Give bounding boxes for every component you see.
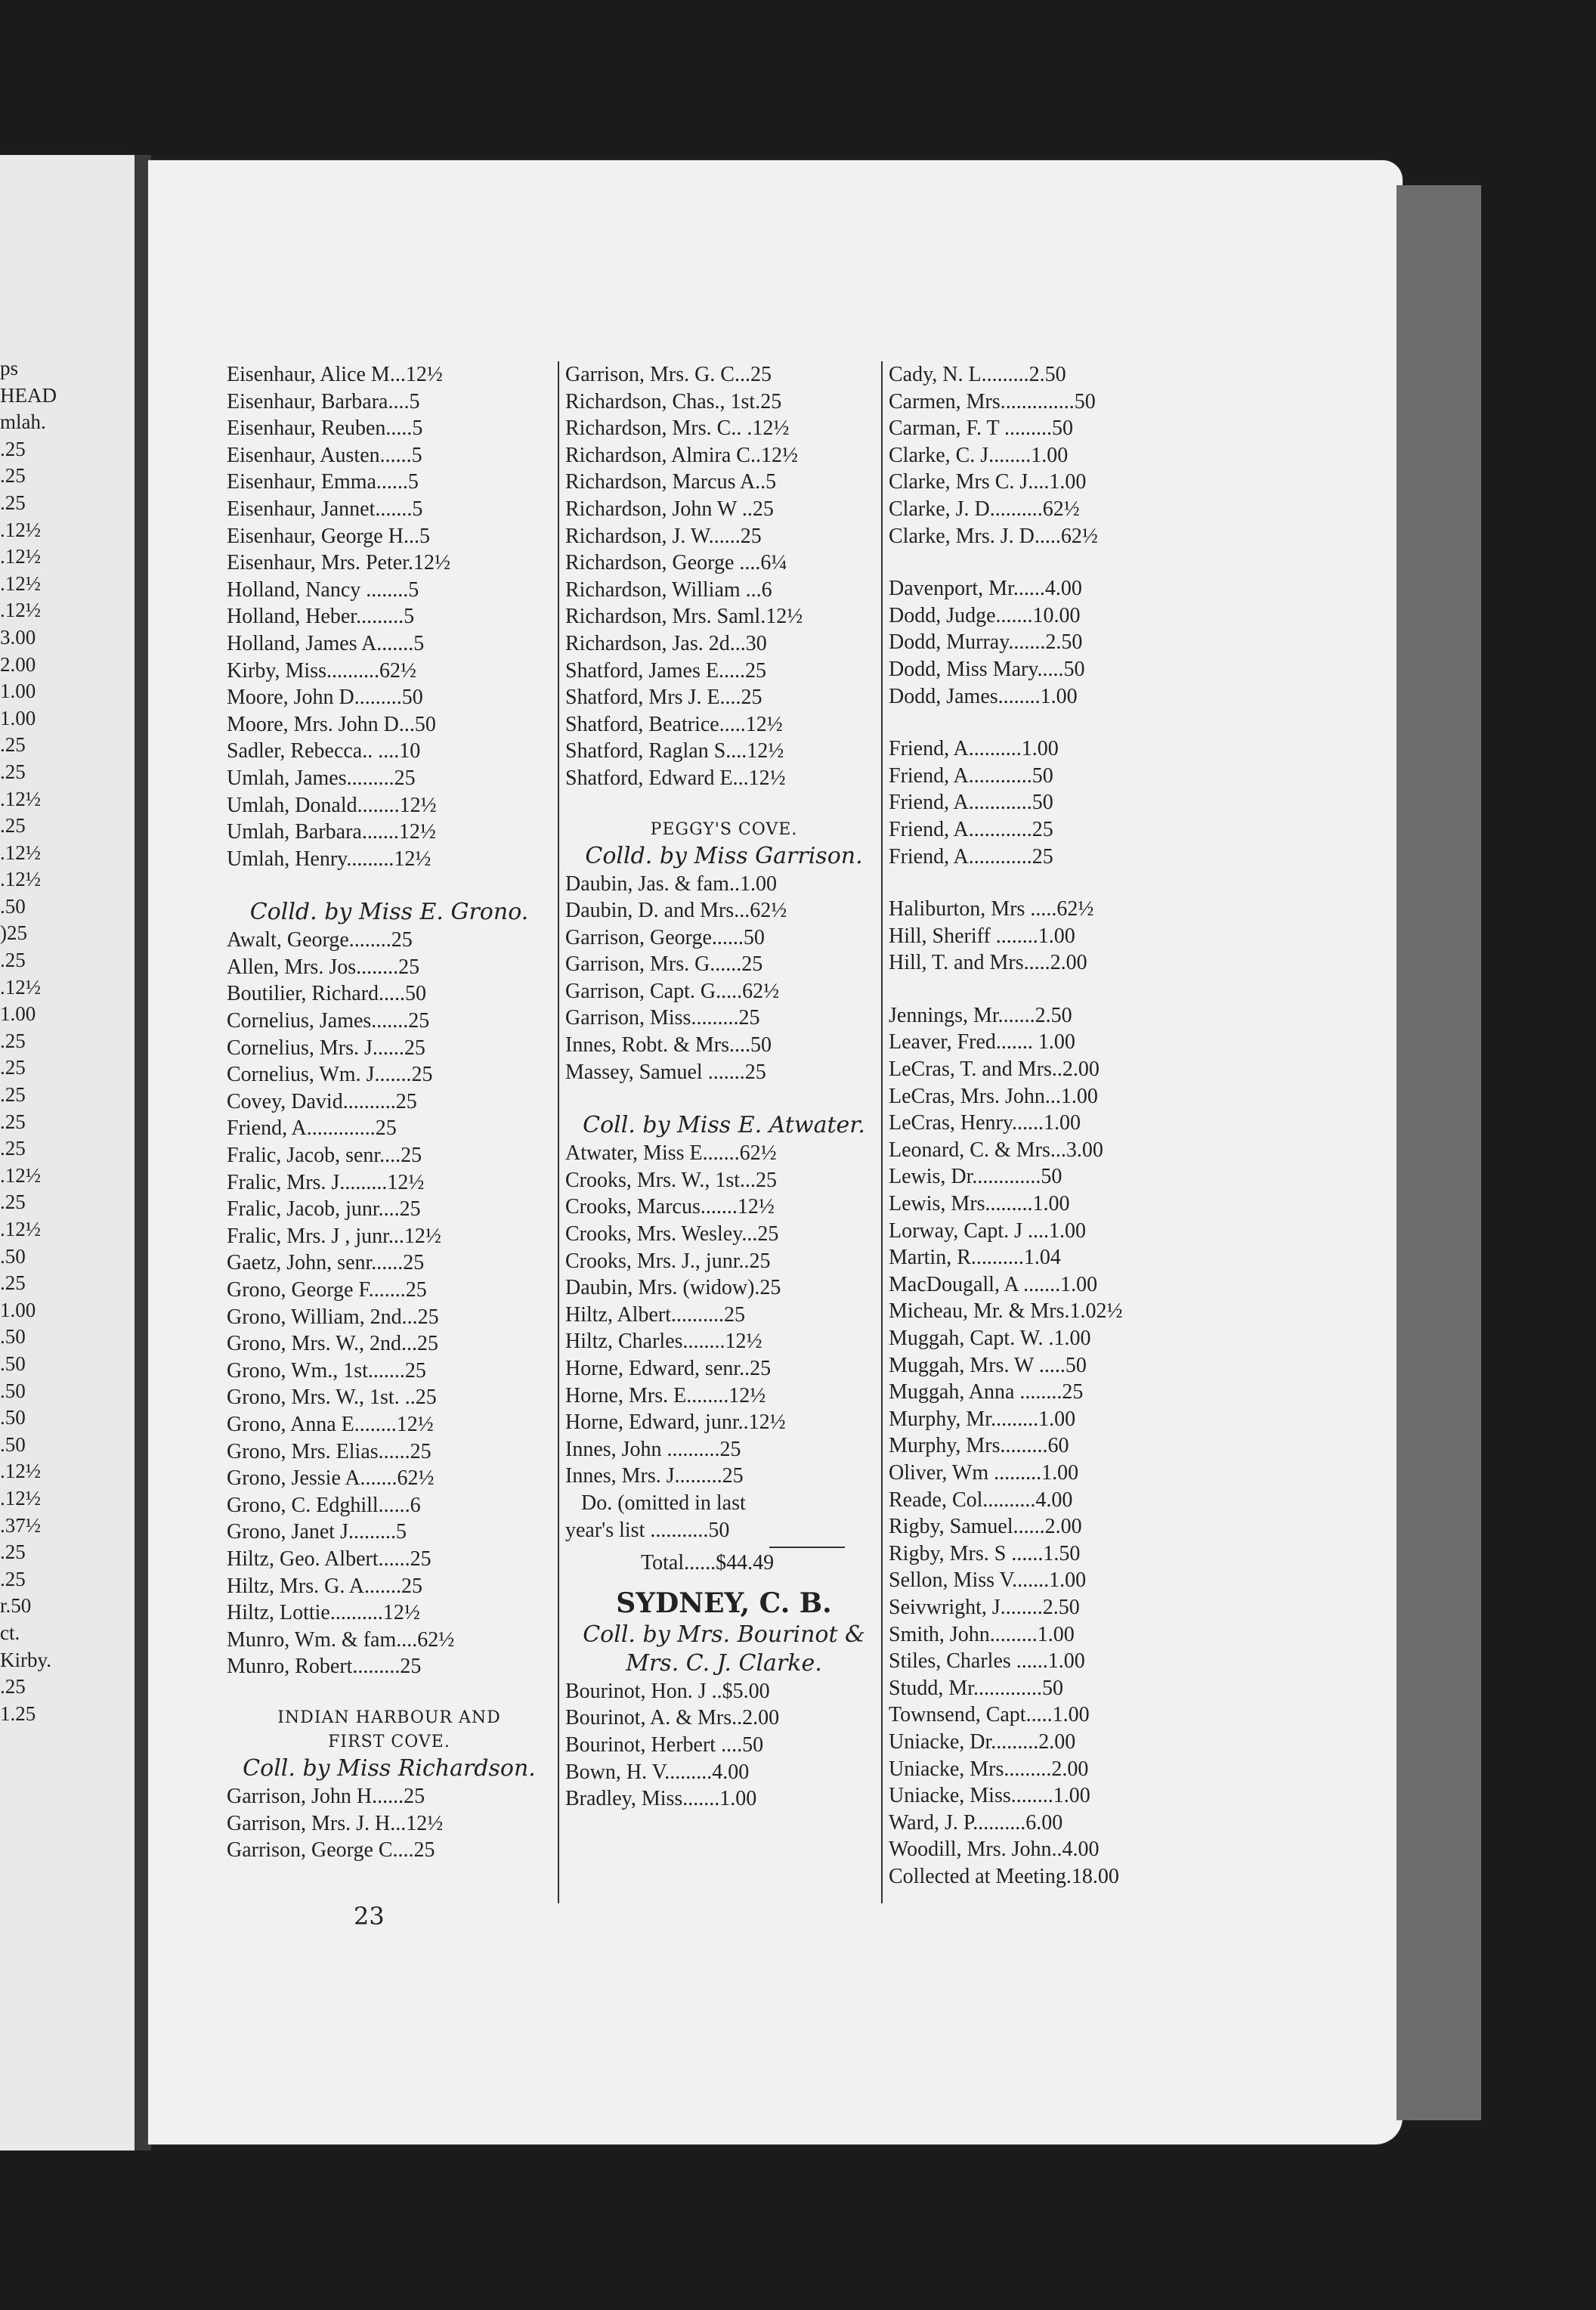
subscriber-entry: Umlah, Barbara.......12½ (227, 820, 436, 844)
collector-heading: Coll. by Miss E. Atwater. (583, 1112, 865, 1139)
subscriber-entry: Richardson, Jas. 2d...30 (565, 631, 767, 655)
subscriber-entry: LeCras, T. and Mrs..2.00 (889, 1057, 1100, 1082)
subscriber-entry: Lewis, Dr.............50 (889, 1165, 1062, 1189)
subscriber-entry: LeCras, Henry......1.00 (889, 1111, 1081, 1135)
subscriber-entry: Bourinot, A. & Mrs..2.00 (565, 1706, 780, 1730)
subscriber-entry: Richardson, Almira C..12½ (565, 443, 798, 467)
subscriber-list (565, 1140, 883, 1544)
margin-text: .25 (0, 1271, 26, 1295)
subscriber-entry: Friend, A..........1.00 (889, 737, 1059, 761)
margin-text: .25 (0, 1541, 26, 1564)
subscriber-entry: Ward, J. P..........6.00 (889, 1810, 1063, 1835)
subscriber-list (565, 871, 883, 1086)
subscriber-entry: Friend, A............50 (889, 791, 1053, 815)
subscriber-entry: Covey, David..........25 (227, 1089, 417, 1113)
column-2 (565, 361, 883, 1813)
subscriber-entry: Daubin, Mrs. (widow).25 (565, 1276, 781, 1300)
subscriber-entry: Innes, John ..........25 (565, 1437, 741, 1461)
subscriber-entry: Fralic, Mrs. J , junr...12½ (227, 1224, 441, 1248)
subscriber-entry: Studd, Mr.............50 (889, 1676, 1064, 1700)
margin-text: .12½ (0, 599, 41, 622)
subscriber-entry: Dodd, Miss Mary.....50 (889, 657, 1085, 681)
subscriber-entry: Muggah, Capt. W. .1.00 (889, 1327, 1091, 1350)
subscriber-entry: Shatford, James E.....25 (565, 658, 766, 683)
subscriber-entry: Holland, James A.......5 (227, 631, 425, 655)
margin-text: .25 (0, 491, 26, 514)
subscriber-entry: Lorway, Capt. J ....1.00 (889, 1218, 1087, 1243)
subscriber-entry: Grono, Mrs. Elias......25 (227, 1439, 431, 1463)
subscriber-entry: Hiltz, Geo. Albert......25 (227, 1547, 431, 1571)
margin-text: .50 (0, 1244, 26, 1268)
section-heading: PEGGY'S COVE. (650, 819, 798, 839)
subscriber-list (889, 1002, 1214, 1890)
subscriber-entry: Holland, Nancy ........5 (227, 578, 419, 602)
subscriber-entry: Innes, Mrs. J.........25 (565, 1464, 744, 1488)
subscriber-entry: Grono, George F.......25 (227, 1278, 427, 1302)
subscriber-entry: Smith, John.........1.00 (889, 1622, 1075, 1646)
subscriber-entry: Umlah, James.........25 (227, 766, 416, 790)
subscriber-entry: Garrison, Mrs. G. C...25 (565, 363, 772, 386)
margin-text: .25 (0, 949, 26, 972)
subscriber-entry: Kirby, Miss..........62½ (227, 658, 416, 683)
subscriber-entry: Eisenhaur, George H...5 (227, 524, 430, 548)
subscriber-entry: Stiles, Charles ......1.00 (889, 1649, 1085, 1674)
margin-text: .12½ (0, 787, 41, 810)
subscriber-list (889, 361, 1214, 550)
subscriber-entry: Umlah, Henry.........12½ (227, 847, 431, 871)
subscriber-entry: Holland, Heber.........5 (227, 605, 415, 629)
column-rule-1 (558, 361, 559, 1903)
subscriber-entry: Friend, A............50 (889, 763, 1053, 788)
subscriber-entry: Woodill, Mrs. John..4.00 (889, 1838, 1100, 1862)
subscriber-entry: Jennings, Mr.......2.50 (889, 1003, 1072, 1027)
margin-text: HEAD (0, 383, 57, 407)
subscriber-entry: Seivwright, J........2.50 (889, 1595, 1080, 1619)
subscriber-entry: Grono, Anna E........12½ (227, 1412, 434, 1436)
subscriber-entry: Davenport, Mr......4.00 (889, 577, 1082, 601)
margin-text: .25 (0, 760, 26, 783)
subscriber-entry: Richardson, John W ..25 (565, 497, 774, 521)
subscriber-entry: Carman, F. T .........50 (889, 416, 1074, 441)
collector-heading: Coll. by Miss Richardson. (243, 1754, 536, 1782)
subscriber-entry: Umlah, Donald........12½ (227, 793, 437, 817)
subscriber-entry: Hiltz, Albert..........25 (565, 1302, 745, 1327)
subscriber-entry: Muggah, Mrs. W .....50 (889, 1353, 1087, 1377)
subscriber-entry: Horne, Mrs. E........12½ (565, 1383, 766, 1407)
subscriber-entry: Carmen, Mrs..............50 (889, 389, 1096, 413)
subscriber-entry: Crooks, Mrs. W., 1st...25 (565, 1168, 778, 1192)
subscriber-entry: Clarke, C. J........1.00 (889, 443, 1069, 467)
subscriber-entry: Murphy, Mr.........1.00 (889, 1407, 1076, 1431)
page-number: 23 (354, 1902, 385, 1931)
subscriber-list (889, 575, 1214, 710)
subscriber-entry: Garrison, George C....25 (227, 1838, 435, 1863)
total-line: Total......$44.49 (641, 1551, 775, 1575)
subscriber-entry: Eisenhaur, Barbara....5 (227, 389, 420, 413)
subscriber-entry: Shatford, Raglan S....12½ (565, 739, 784, 763)
subscriber-entry: Eisenhaur, Austen......5 (227, 443, 422, 467)
subscriber-entry: Garrison, George......50 (565, 925, 765, 949)
margin-text: .37½ (0, 1513, 41, 1537)
margin-text: 1.00 (0, 1298, 36, 1321)
subscriber-entry: LeCras, Mrs. John...1.00 (889, 1084, 1098, 1108)
margin-text: .12½ (0, 1218, 41, 1240)
subscriber-entry: Grono, Jessie A.......62½ (227, 1466, 435, 1491)
margin-text: .50 (0, 894, 26, 918)
subscriber-entry: Uniacke, Mrs.........2.00 (889, 1757, 1089, 1781)
subscriber-entry: Garrison, John H......25 (227, 1784, 425, 1808)
subscriber-entry: Bourinot, Herbert ....50 (565, 1732, 764, 1757)
margin-text: r.50 (0, 1594, 32, 1618)
subscriber-entry: Shatford, Edward E...12½ (565, 766, 786, 790)
margin-text: 1.00 (0, 706, 36, 729)
subscriber-entry: Eisenhaur, Jannet.......5 (227, 497, 423, 521)
subscriber-entry: Garrison, Capt. G.....62½ (565, 979, 780, 1003)
subscriber-entry: Cornelius, Wm. J.......25 (227, 1063, 433, 1087)
margin-text: .50 (0, 1432, 26, 1456)
subscriber-entry: Leonard, C. & Mrs...3.00 (889, 1138, 1103, 1162)
place-heading: SYDNEY, C. B. (616, 1587, 832, 1619)
margin-text: 1.25 (0, 1702, 36, 1725)
margin-text: .25 (0, 1029, 26, 1052)
left-page-fragment (0, 355, 83, 1727)
subscriber-list (227, 927, 552, 1680)
subscriber-entry: Grono, C. Edghill......6 (227, 1493, 421, 1517)
subscriber-entry: Friend, A............25 (889, 844, 1053, 869)
subscriber-entry: Murphy, Mrs.........60 (889, 1434, 1069, 1458)
subscriber-entry: Innes, Robt. & Mrs....50 (565, 1033, 772, 1057)
subscriber-entry: Sadler, Rebecca.. ....10 (227, 739, 421, 763)
subscriber-entry: Uniacke, Dr.........2.00 (889, 1729, 1076, 1754)
subscriber-entry: Richardson, Mrs. C.. .12½ (565, 416, 790, 441)
subscriber-entry: Clarke, J. D..........62½ (889, 497, 1080, 521)
subscriber-list (227, 1783, 552, 1864)
subscriber-entry: Richardson, Chas., 1st.25 (565, 389, 782, 413)
subscriber-entry: Horne, Edward, senr..25 (565, 1357, 772, 1380)
subscriber-entry: MacDougall, A .......1.00 (889, 1272, 1098, 1296)
margin-text: .12½ (0, 518, 41, 541)
subscriber-entry: Hiltz, Mrs. G. A.......25 (227, 1574, 422, 1598)
margin-text: 2.00 (0, 652, 36, 676)
margin-text: .50 (0, 1406, 26, 1429)
subscriber-entry: Crooks, Mrs. Wesley...25 (565, 1222, 779, 1246)
margin-text: .25 (0, 1083, 26, 1107)
subscriber-entry: Rigby, Mrs. S ......1.50 (889, 1541, 1081, 1565)
subscriber-entry: Bown, H. V.........4.00 (565, 1760, 750, 1784)
subscriber-entry: Crooks, Marcus.......12½ (565, 1195, 775, 1219)
margin-text: .12½ (0, 841, 41, 864)
subscriber-entry: Shatford, Beatrice.....12½ (565, 712, 783, 736)
subscriber-entry: Grono, Mrs. W., 1st. ..25 (227, 1386, 437, 1410)
subscriber-entry: Friend, A............25 (889, 817, 1053, 841)
margin-text: .12½ (0, 975, 41, 999)
margin-text: )25 (0, 921, 27, 945)
collector-heading: Colld. by Miss E. Grono. (249, 899, 529, 926)
margin-text: .50 (0, 1352, 26, 1375)
subscriber-list (565, 1678, 883, 1813)
margin-text: .25 (0, 1191, 26, 1214)
subscriber-entry: Daubin, D. and Mrs...62½ (565, 899, 787, 923)
subscriber-entry: Crooks, Mrs. J., junr..25 (565, 1249, 771, 1273)
subscriber-entry: Clarke, Mrs C. J....1.00 (889, 470, 1087, 494)
subscriber-entry: Eisenhaur, Mrs. Peter.12½ (227, 551, 450, 575)
subscriber-entry: Fralic, Mrs. J.........12½ (227, 1170, 425, 1194)
margin-text: .50 (0, 1325, 26, 1349)
margin-text: .12½ (0, 1460, 41, 1483)
subscriber-entry: Richardson, William ...6 (565, 578, 772, 602)
subscriber-entry: Sellon, Miss V.......1.00 (889, 1568, 1087, 1593)
subscriber-entry: Hill, T. and Mrs.....2.00 (889, 951, 1087, 975)
subscriber-entry: Grono, Wm., 1st.......25 (227, 1358, 426, 1383)
margin-text: 3.00 (0, 625, 36, 649)
margin-text: .50 (0, 1379, 26, 1402)
subscriber-entry: Richardson, J. W......25 (565, 524, 762, 548)
subscriber-entry: Rigby, Samuel......2.00 (889, 1515, 1082, 1539)
subscriber-list (889, 735, 1214, 870)
total-rule (769, 1547, 845, 1548)
subscriber-entry: Bourinot, Hon. J ..$5.00 (565, 1679, 770, 1703)
subscriber-entry: Grono, William, 2nd...25 (227, 1305, 439, 1329)
subscriber-entry: Munro, Wm. & fam....62½ (227, 1627, 455, 1652)
subscriber-entry: Micheau, Mr. & Mrs.1.02½ (889, 1299, 1123, 1324)
subscriber-entry: Richardson, Marcus A..5 (565, 470, 777, 494)
collector-heading: Coll. by Mrs. Bourinot & Mrs. C. J. Clarke. (583, 1621, 865, 1677)
collector-heading: Colld. by Miss Garrison. (585, 842, 863, 869)
subscriber-entry: Hill, Sheriff ........1.00 (889, 924, 1075, 948)
column-1 (227, 361, 552, 1864)
subscriber-entry: Dodd, Murray.......2.50 (889, 630, 1083, 655)
margin-text: .25 (0, 733, 26, 757)
subscriber-entry: Cornelius, James.......25 (227, 1009, 430, 1033)
subscriber-list (889, 896, 1214, 977)
subscriber-entry: Munro, Robert.........25 (227, 1655, 422, 1679)
margin-text: ct. (0, 1621, 20, 1644)
subscriber-entry: Boutilier, Richard.....50 (227, 982, 427, 1006)
subscriber-entry: Haliburton, Mrs .....62½ (889, 897, 1094, 921)
subscriber-entry: Grono, Janet J.........5 (227, 1520, 407, 1544)
subscriber-entry: Shatford, Mrs J. E....25 (565, 686, 762, 710)
subscriber-entry: Townsend, Capt.....1.00 (889, 1703, 1090, 1727)
subscriber-entry: Muggah, Anna ........25 (889, 1380, 1084, 1404)
page-stack-edge (1396, 185, 1481, 2120)
margin-text: .25 (0, 1056, 26, 1079)
subscriber-entry: Horne, Edward, junr..12½ (565, 1410, 786, 1435)
subscriber-entry: Dodd, James........1.00 (889, 684, 1078, 708)
section-heading: INDIAN HARBOUR AND FIRST COVE. (277, 1708, 501, 1751)
margin-text: .25 (0, 1110, 26, 1133)
subscriber-entry: Garrison, Mrs. J. H...12½ (227, 1811, 444, 1835)
subscriber-entry: Martin, R..........1.04 (889, 1246, 1061, 1270)
subscriber-entry: Friend, A.............25 (227, 1116, 397, 1141)
subscriber-entry: Richardson, Mrs. Saml.12½ (565, 605, 803, 629)
subscriber-entry: Richardson, George ....6¼ (565, 551, 787, 575)
subscriber-entry: Clarke, Mrs. J. D.....62½ (889, 524, 1098, 548)
margin-text: .25 (0, 1137, 26, 1160)
subscriber-entry: Fralic, Jacob, senr....25 (227, 1144, 422, 1168)
margin-text: 1.00 (0, 680, 36, 703)
margin-text: .12½ (0, 545, 41, 568)
subscriber-entry: Leaver, Fred....... 1.00 (889, 1030, 1075, 1054)
subscriber-entry: Moore, Mrs. John D...50 (227, 712, 436, 736)
subscriber-entry: Dodd, Judge.......10.00 (889, 603, 1081, 627)
subscriber-entry: Hiltz, Charles........12½ (565, 1330, 762, 1354)
subscriber-list (565, 361, 883, 792)
subscriber-entry: Garrison, Mrs. G......25 (565, 952, 763, 977)
subscriber-entry: Reade, Col..........4.00 (889, 1488, 1073, 1512)
subscriber-entry: Oliver, Wm .........1.00 (889, 1460, 1079, 1485)
subscriber-entry: Bradley, Miss.......1.00 (565, 1787, 757, 1811)
subscriber-entry: Cady, N. L.........2.50 (889, 363, 1066, 386)
margin-text: mlah. (0, 410, 46, 434)
subscriber-entry: Cornelius, Mrs. J......25 (227, 1036, 425, 1060)
margin-text: Kirby. (0, 1648, 51, 1671)
subscriber-entry: Garrison, Miss.........25 (565, 1006, 760, 1030)
subscriber-entry: Allen, Mrs. Jos........25 (227, 955, 420, 979)
subscriber-entry: Atwater, Miss E.......62½ (565, 1141, 777, 1166)
margin-text: .25 (0, 1567, 26, 1590)
subscriber-entry: Gaetz, John, senr......25 (227, 1251, 425, 1275)
subscriber-entry: Uniacke, Miss........1.00 (889, 1784, 1090, 1808)
margin-text: ps (0, 357, 19, 379)
subscriber-entry: Lewis, Mrs.........1.00 (889, 1192, 1070, 1216)
margin-text: 1.00 (0, 1002, 36, 1026)
subscriber-entry: Moore, John D.........50 (227, 686, 423, 710)
subscriber-entry: Collected at Meeting.18.00 (889, 1864, 1119, 1888)
subscriber-entry: Eisenhaur, Alice M...12½ (227, 363, 443, 386)
subscriber-entry: Eisenhaur, Emma......5 (227, 470, 419, 494)
subscriber-entry: Grono, Mrs. W., 2nd...25 (227, 1332, 439, 1356)
subscriber-entry: Do. (omitted in last (565, 1491, 746, 1515)
margin-text: .25 (0, 814, 26, 838)
subscriber-entry: Hiltz, Lottie..........12½ (227, 1601, 420, 1625)
margin-text: .25 (0, 464, 26, 488)
subscriber-entry: Awalt, George........25 (227, 928, 413, 952)
subscriber-entry: Massey, Samuel .......25 (565, 1060, 766, 1084)
margin-text: .12½ (0, 1163, 41, 1187)
subscriber-entry: Fralic, Jacob, junr....25 (227, 1197, 421, 1222)
margin-text: .12½ (0, 571, 41, 595)
column-3 (889, 361, 1214, 1890)
subscriber-list (227, 361, 552, 872)
margin-text: .12½ (0, 1486, 41, 1510)
margin-text: .25 (0, 437, 26, 460)
subscriber-entry: Eisenhaur, Reuben.....5 (227, 416, 423, 441)
margin-text: .12½ (0, 868, 41, 891)
margin-text: .25 (0, 1675, 26, 1698)
subscriber-entry: year's list ...........50 (565, 1518, 730, 1542)
subscriber-entry: Daubin, Jas. & fam..1.00 (565, 872, 777, 896)
